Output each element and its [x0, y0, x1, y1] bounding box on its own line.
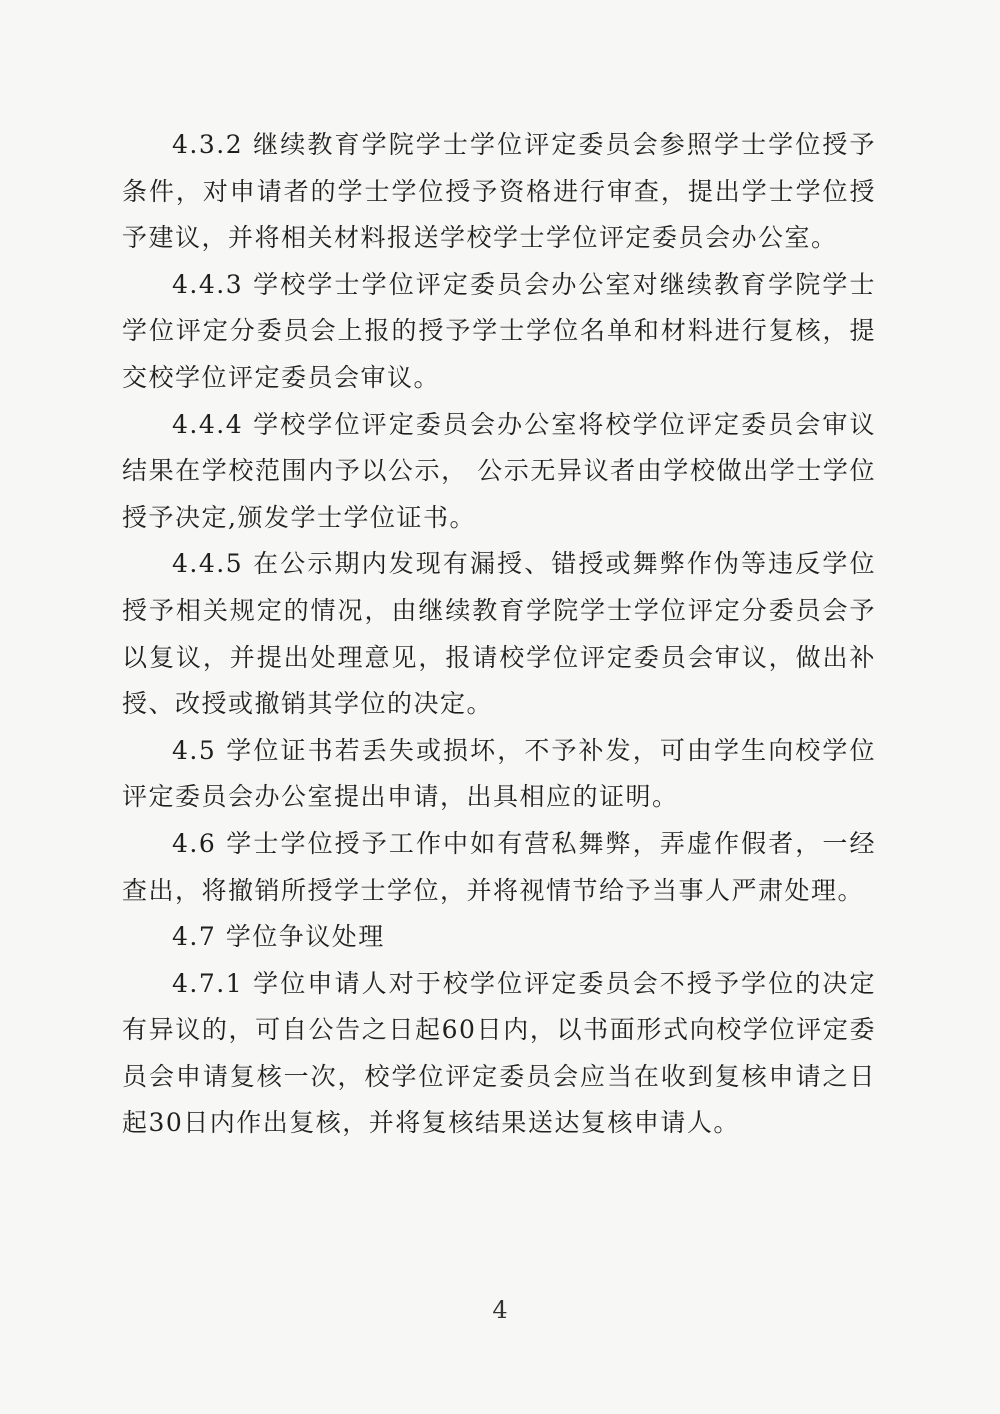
- paragraph-4-4-5: 4.4.5 在公示期内发现有漏授、错授或舞弊作伪等违反学位授予相关规定的情况，由继续教育学院学士学位评定分委员会予以复议，并提出处理意见，报请校学位评定委员会审议，做出补授、改授或撤销其学位的决定。: [122, 549, 876, 719]
- paragraph-4-7-1: 4.7.1 学位申请人对于校学位评定委员会不授予学位的决定有异议的，可自公告之日起60日内，以书面形式向校学位评定委员会申请复核一次，校学位评定委员会应当在收到复核申请之日起30日内作出复核，并将复核结果送达复核申请人。: [122, 968, 876, 1138]
- paragraph-4-3-2: 4.3.2 继续教育学院学士学位评定委员会参照学士学位授予条件，对申请者的学士学位授予资格进行审查，提出学士学位授予建议，并将相关材料报送学校学士学位评定委员会办公室。: [122, 130, 876, 253]
- paragraph-4-4-4: 4.4.4 学校学位评定委员会办公室将校学位评定委员会审议结果在学校范围内予以公示， 公示无异议者由学校做出学士学位授予决定,颁发学士学位证书。: [122, 409, 876, 532]
- page-number: 4: [492, 1296, 508, 1324]
- section-heading-4-7: 4.7 学位争议处理: [172, 922, 385, 952]
- paragraph-4-4-3: 4.4.3 学校学士学位评定委员会办公室对继续教育学院学士学位评定分委员会上报的授予学士学位名单和材料进行复核，提交校学位评定委员会审议。: [122, 269, 876, 392]
- paragraph-4-5: 4.5 学位证书若丢失或损坏，不予补发，可由学生向校学位评定委员会办公室提出申请，出具相应的证明。: [122, 735, 876, 812]
- document-body: [122, 122, 876, 1147]
- paragraph-4-6: 4.6 学士学位授予工作中如有营私舞弊，弄虚作假者，一经查出，将撤销所授学士学位，并将视情节给予当事人严肃处理。: [122, 828, 876, 905]
